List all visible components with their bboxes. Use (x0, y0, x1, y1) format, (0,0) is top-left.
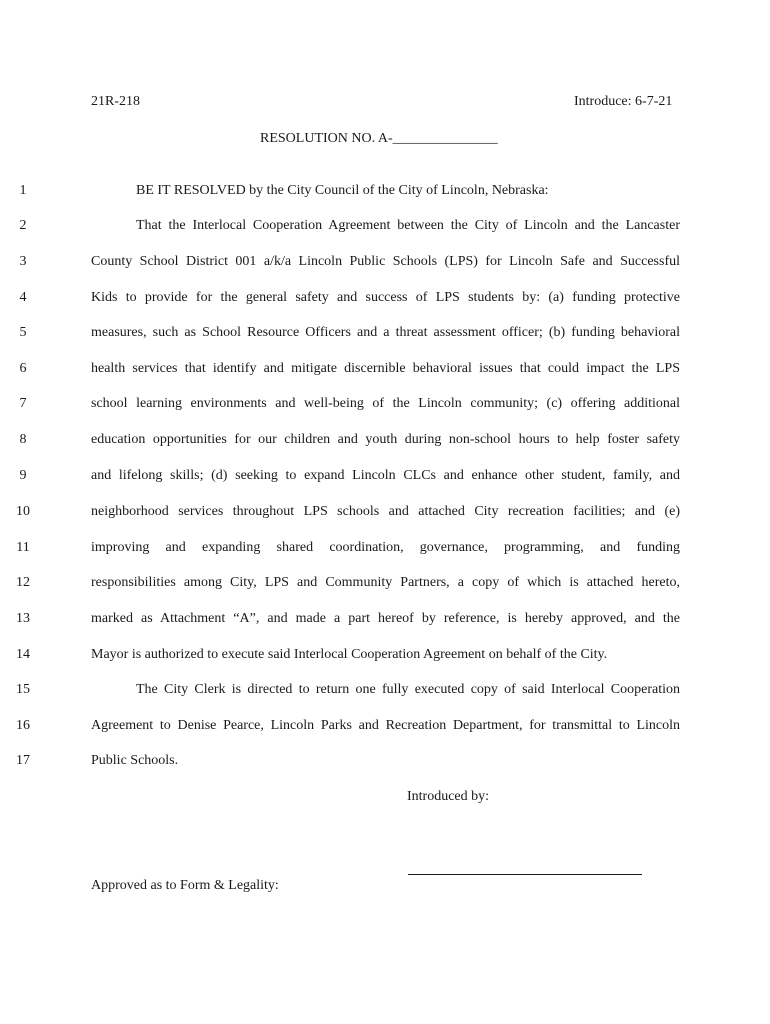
line-number: 14 (16, 647, 30, 662)
resolution-line: education opportunities for our children and youth during non-school hours to help foster safety (91, 432, 680, 447)
line-number: 3 (19, 254, 27, 269)
resolution-line: BE IT RESOLVED by the City Council of the City of Lincoln, Nebraska: (136, 183, 549, 198)
introduced-by-label: Introduced by: (407, 789, 490, 804)
line-number: 7 (19, 396, 27, 411)
approved-as-to-form-label: Approved as to Form & Legality: (91, 878, 279, 893)
signature-line (408, 874, 642, 875)
resolution-line: Public Schools. (91, 753, 179, 768)
line-number: 5 (19, 325, 27, 340)
resolution-line: responsibilities among City, LPS and Community Partners, a copy of which is attached hereto, (91, 575, 680, 590)
resolution-title: RESOLUTION NO. A-_______________ (260, 131, 498, 146)
line-number: 10 (16, 504, 30, 519)
resolution-line: school learning environments and well-being of the Lincoln community; (c) offering additional (91, 396, 680, 411)
resolution-line: Agreement to Denise Pearce, Lincoln Parks and Recreation Department, for transmittal to Lincoln (91, 718, 680, 733)
resolution-line: measures, such as School Resource Officers and a threat assessment officer; (b) funding behavioral (91, 325, 680, 340)
line-number: 16 (16, 718, 30, 733)
introduce-date: Introduce: 6-7-21 (574, 94, 673, 109)
line-number: 15 (16, 682, 30, 697)
line-number: 2 (19, 218, 27, 233)
resolution-line: health services that identify and mitigate discernible behavioral issues that could impact the LPS (91, 361, 680, 376)
resolution-line: The City Clerk is directed to return one fully executed copy of said Interlocal Cooperation (136, 682, 680, 697)
line-number: 4 (19, 290, 27, 305)
resolution-line: That the Interlocal Cooperation Agreement between the City of Lincoln and the Lancaster (136, 218, 680, 233)
resolution-line: improving and expanding shared coordination, governance, programming, and funding (91, 540, 680, 555)
line-number: 9 (19, 468, 27, 483)
resolution-line: Mayor is authorized to execute said Interlocal Cooperation Agreement on behalf of the City. (91, 647, 608, 662)
resolution-line: neighborhood services throughout LPS schools and attached City recreation facilities; and (e) (91, 504, 680, 519)
line-number: 11 (16, 540, 30, 555)
line-number: 12 (16, 575, 30, 590)
line-number: 13 (16, 611, 30, 626)
resolution-line: Kids to provide for the general safety and success of LPS students by: (a) funding protective (91, 290, 680, 305)
line-number: 1 (19, 183, 27, 198)
line-number: 6 (19, 361, 27, 376)
resolution-line: County School District 001 a/k/a Lincoln Public Schools (LPS) for Lincoln Safe and Successful (91, 254, 680, 269)
resolution-line: marked as Attachment “A”, and made a part hereof by reference, is hereby approved, and the (91, 611, 680, 626)
bill-number: 21R-218 (91, 94, 140, 109)
line-number: 8 (19, 432, 27, 447)
line-number: 17 (16, 753, 30, 768)
resolution-line: and lifelong skills; (d) seeking to expand Lincoln CLCs and enhance other student, family, and (91, 468, 680, 483)
